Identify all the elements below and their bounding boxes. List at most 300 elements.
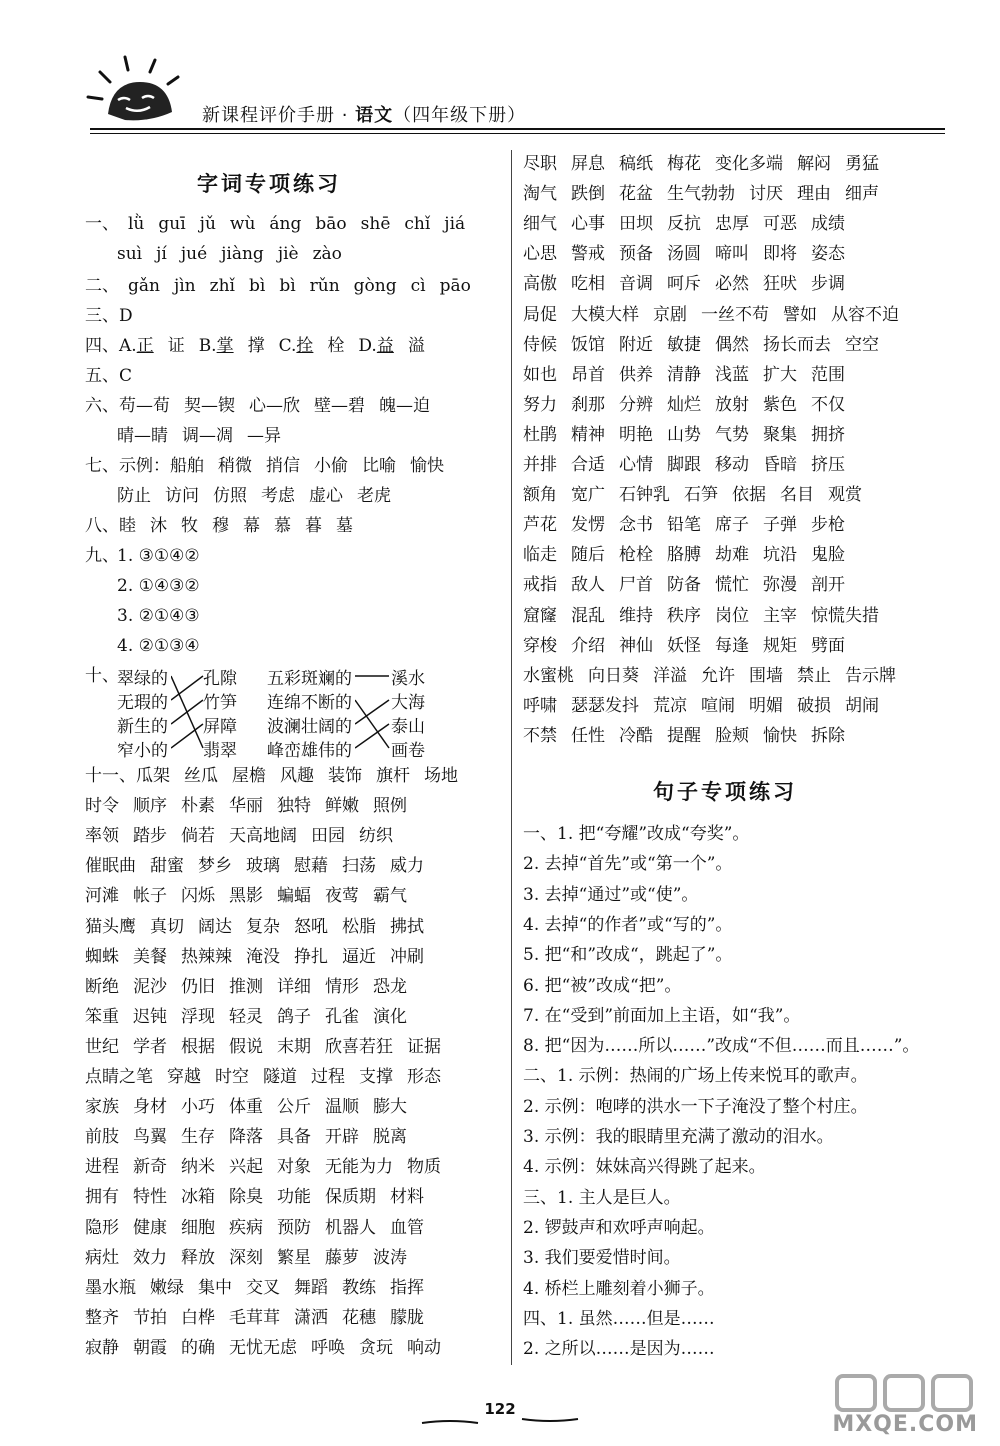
- word: 朦胧: [390, 1308, 424, 1328]
- pinyin-syllable: bì: [248, 276, 266, 296]
- sentence-answer-line: 4. 示例：妹妹高兴得跳了起来。: [523, 1157, 766, 1177]
- pinyin-syllable: guī: [158, 214, 186, 234]
- q4-choice: [119, 334, 185, 358]
- word: 发愣: [571, 515, 605, 535]
- pinyin-syllable: gòng: [353, 276, 397, 296]
- word: 名目: [780, 485, 814, 505]
- word: 侍候: [523, 335, 557, 355]
- word: 必然: [715, 274, 749, 294]
- word: 子弹: [763, 515, 797, 535]
- pinyin-syllable: rǔn: [309, 276, 340, 296]
- word: 依据: [732, 485, 766, 505]
- q9-item-3: 3. ②①④③: [117, 606, 200, 626]
- pinyin-syllable: bì: [279, 276, 296, 296]
- word: 花盆: [619, 184, 653, 204]
- q1-row1: [85, 212, 488, 236]
- watermark-text: MXQE.COM: [832, 1412, 978, 1437]
- q11-row: [85, 975, 421, 999]
- word: 即将: [763, 244, 797, 264]
- q10-right-target-3: 泰山: [391, 717, 425, 737]
- word: 屏息: [571, 154, 605, 174]
- word: 嫩绿: [150, 1278, 184, 1298]
- word: 集中: [198, 1278, 232, 1298]
- q7-row1: [85, 454, 458, 478]
- word: 冷酷: [619, 726, 653, 746]
- header-rule-thin: [90, 133, 945, 134]
- word: 额角: [523, 485, 557, 505]
- word: 穿梭: [523, 636, 557, 656]
- word: 稍微: [218, 456, 252, 476]
- q10-left-target-3: 屏障: [203, 717, 237, 737]
- pinyin-syllable: zhǐ: [209, 276, 235, 296]
- word: 脱离: [373, 1127, 407, 1147]
- word: 浅蓝: [715, 365, 749, 385]
- word: 灿烂: [667, 395, 701, 415]
- sentence-answer-line: 一、1. 把“夸耀”改成“夸奖”。: [523, 824, 750, 844]
- word: 屋檐: [232, 766, 266, 786]
- word: 防止: [117, 486, 151, 506]
- word: 梦乡: [198, 856, 232, 876]
- word: 河滩: [85, 886, 119, 906]
- right-word-row: [523, 303, 913, 327]
- word: 拆除: [811, 726, 845, 746]
- character: 沐: [150, 516, 167, 536]
- word: 明媚: [749, 696, 783, 716]
- word: 狂吠: [763, 274, 797, 294]
- word: 丝瓜: [184, 766, 218, 786]
- word: 藤萝: [325, 1248, 359, 1268]
- word: 挤压: [811, 455, 845, 475]
- word: 照例: [373, 796, 407, 816]
- q6-label: 六、: [85, 396, 119, 416]
- q11-row: [85, 1065, 455, 1089]
- word: 劫难: [715, 545, 749, 565]
- word: 席子: [715, 515, 749, 535]
- word: 跌倒: [571, 184, 605, 204]
- q11-row: [85, 1276, 438, 1300]
- pinyin-syllable: pāo: [439, 276, 471, 296]
- word: 宽广: [571, 485, 605, 505]
- word: 妖怪: [667, 636, 701, 656]
- q1-row2: [117, 242, 365, 266]
- word: 扫荡: [342, 856, 376, 876]
- word: 装饰: [328, 766, 362, 786]
- word: 点睛之笔: [85, 1067, 153, 1087]
- word: 的确: [181, 1338, 215, 1358]
- word: 山势: [667, 425, 701, 445]
- word: 胡闹: [845, 696, 879, 716]
- word: 独特: [277, 796, 311, 816]
- word: 捎信: [266, 456, 300, 476]
- word: 假说: [229, 1037, 263, 1057]
- word: 朴素: [181, 796, 215, 816]
- word: 向日葵: [588, 666, 639, 686]
- word: 防备: [667, 575, 701, 595]
- header-title-prefix: 新课程评价手册 ·: [202, 105, 356, 126]
- word: 戒指: [523, 575, 557, 595]
- word: 冲刷: [390, 947, 424, 967]
- character: 牧: [181, 516, 198, 536]
- word: 功能: [277, 1187, 311, 1207]
- word: 顺序: [133, 796, 167, 816]
- q9-item-4: 4. ②①③④: [117, 636, 200, 656]
- word: 瓜架: [136, 766, 170, 786]
- word: 忠厚: [715, 214, 749, 234]
- word: 材料: [390, 1187, 424, 1207]
- word-pair: 晴—睛: [117, 426, 168, 446]
- pinyin-syllable: jiàng: [221, 244, 264, 264]
- word: 并排: [523, 455, 557, 475]
- word: 介绍: [571, 636, 605, 656]
- word: 紫色: [763, 395, 797, 415]
- word: 仿照: [213, 486, 247, 506]
- q7-row2: [117, 484, 405, 508]
- word: 局促: [523, 305, 557, 325]
- word: 旗杆: [376, 766, 410, 786]
- word: 世纪: [85, 1037, 119, 1057]
- word: 前肢: [85, 1127, 119, 1147]
- word: 兴起: [229, 1157, 263, 1177]
- word: 围墙: [749, 666, 783, 686]
- header-grade: （四年级下册）: [393, 105, 527, 126]
- q11-row: [85, 1185, 438, 1209]
- character: 穆: [212, 516, 229, 536]
- word: 不仅: [811, 395, 845, 415]
- q10-right-4: 峰峦雄伟的: [267, 741, 352, 761]
- word: 证据: [407, 1037, 441, 1057]
- word: 每逢: [715, 636, 749, 656]
- word: 理由: [797, 184, 831, 204]
- word: 石笋: [684, 485, 718, 505]
- word: 明艳: [619, 425, 653, 445]
- word: 霸气: [373, 886, 407, 906]
- word: 疾病: [229, 1218, 263, 1238]
- word: 观赏: [828, 485, 862, 505]
- word: 小巧: [181, 1097, 215, 1117]
- q4-choice-prefix: C.: [278, 336, 297, 356]
- word: 生存: [181, 1127, 215, 1147]
- q10-left-target-1: 孔隙: [203, 669, 237, 689]
- q10-left-1: 翠绿的: [117, 669, 168, 689]
- q4-choice-underlined: 拴: [296, 336, 314, 356]
- word: 淹没: [246, 947, 280, 967]
- pinyin-syllable: chǐ: [404, 214, 431, 234]
- word: 供养: [619, 365, 653, 385]
- q9-item-1: 1. ③①④②: [117, 546, 200, 566]
- word: 细声: [845, 184, 879, 204]
- word: 效力: [133, 1248, 167, 1268]
- q11-row: [85, 794, 421, 818]
- header-title: [202, 101, 526, 127]
- header-subject: 语文: [355, 105, 394, 126]
- word: 教练: [342, 1278, 376, 1298]
- pinyin-syllable: gǎn: [128, 276, 160, 296]
- word: 根据: [181, 1037, 215, 1057]
- word: 波涛: [373, 1248, 407, 1268]
- word: 杜鹃: [523, 425, 557, 445]
- word: 可恶: [763, 214, 797, 234]
- character: 墓: [336, 516, 353, 536]
- word: 热辣辣: [181, 947, 232, 967]
- word: 偶然: [715, 335, 749, 355]
- word: 公斤: [277, 1097, 311, 1117]
- q11-label: 十一、: [85, 766, 136, 786]
- q11-row: [85, 1306, 438, 1330]
- q4-choice-underlined: 正: [136, 336, 154, 356]
- right-word-row: [523, 634, 859, 658]
- q4-choice-prefix: B.: [198, 336, 217, 356]
- right-word-row: [523, 212, 859, 236]
- word: 瑟瑟发抖: [571, 696, 639, 716]
- word: 时令: [85, 796, 119, 816]
- word: 稿纸: [619, 154, 653, 174]
- word: 血管: [390, 1218, 424, 1238]
- word: 怒吼: [294, 917, 328, 937]
- word: 敌人: [571, 575, 605, 595]
- word: 天高地阔: [229, 826, 297, 846]
- word: 船舶: [170, 456, 204, 476]
- right-word-row: [523, 604, 893, 628]
- word: 移动: [715, 455, 749, 475]
- q10-right-target-4: 画卷: [391, 741, 425, 761]
- word: 步枪: [811, 515, 845, 535]
- word: 主宰: [763, 606, 797, 626]
- page-header: [80, 52, 950, 132]
- q4-choice: [279, 334, 345, 358]
- word: 变化多端: [715, 154, 783, 174]
- word: 访问: [165, 486, 199, 506]
- word: 拥挤: [811, 425, 845, 445]
- word: 仍旧: [181, 977, 215, 997]
- word: 坑沿: [763, 545, 797, 565]
- word: 鬼脸: [811, 545, 845, 565]
- word: 劈面: [811, 636, 845, 656]
- word: 欣喜若狂: [325, 1037, 393, 1057]
- sentence-answer-line: 4. 去掉“的作者”或“写的”。: [523, 915, 733, 935]
- q6-row1: [85, 394, 444, 418]
- word: 隧道: [263, 1067, 297, 1087]
- word-pair: 魄—迫: [379, 396, 430, 416]
- word: 响动: [407, 1338, 441, 1358]
- word: 脸颊: [715, 726, 749, 746]
- right-word-row: [523, 152, 893, 176]
- word: 猫头鹰: [85, 917, 136, 937]
- q10-left-target-4: 翡翠: [203, 741, 237, 761]
- word: 隐形: [85, 1218, 119, 1238]
- word: 聚集: [763, 425, 797, 445]
- q4-label: 四、: [85, 336, 119, 356]
- word: 石钟乳: [619, 485, 670, 505]
- word: 释放: [181, 1248, 215, 1268]
- q10-right-3: 波澜壮阔的: [267, 717, 352, 737]
- word: 警戒: [571, 244, 605, 264]
- sentence-answer-line: 3. 去掉“通过”或“使”。: [523, 885, 699, 905]
- character: 慕: [274, 516, 291, 536]
- word: 成绩: [811, 214, 845, 234]
- word: 譬如: [783, 305, 817, 325]
- q2-label: 二、: [85, 276, 119, 296]
- sentence-answer-line: 3. 我们要爱惜时间。: [523, 1248, 681, 1268]
- pinyin-syllable: jué: [180, 244, 208, 264]
- q10-right-match-lines: [355, 664, 393, 764]
- q11-row: [85, 764, 472, 788]
- word: 时空: [215, 1067, 249, 1087]
- character: 幕: [243, 516, 260, 536]
- word: 比喻: [362, 456, 396, 476]
- word: 浮现: [181, 1007, 215, 1027]
- word: 细胞: [181, 1218, 215, 1238]
- right-word-row: [523, 272, 859, 296]
- word: 剖开: [811, 575, 845, 595]
- q3-answer: 三、D: [85, 306, 133, 326]
- right-word-row: [523, 513, 859, 537]
- word: 情形: [325, 977, 359, 997]
- q5-answer: 五、C: [85, 366, 133, 386]
- word: 风趣: [280, 766, 314, 786]
- word: 催眠曲: [85, 856, 136, 876]
- word: 舞蹈: [294, 1278, 328, 1298]
- word: 范围: [811, 365, 845, 385]
- q11-row: [85, 915, 438, 939]
- word: 逼近: [342, 947, 376, 967]
- word: 心情: [619, 455, 653, 475]
- word: 过程: [311, 1067, 345, 1087]
- sentence-answer-line: 二、1. 示例：热闹的广场上传来悦耳的歌声。: [523, 1066, 868, 1086]
- word: 物质: [407, 1157, 441, 1177]
- pinyin-syllable: jìn: [173, 276, 196, 296]
- word: 昏暗: [763, 455, 797, 475]
- right-word-row: [523, 694, 893, 718]
- right-word-row: [523, 423, 859, 447]
- word: 精神: [571, 425, 605, 445]
- word: 生气勃勃: [667, 184, 735, 204]
- pinyin-syllable: áng: [269, 214, 302, 234]
- q7-label: 七、示例：: [85, 456, 170, 476]
- word: 窟窿: [523, 606, 557, 626]
- word: 对象: [277, 1157, 311, 1177]
- word: 鲜嫩: [325, 796, 359, 816]
- word: 支撑: [359, 1067, 393, 1087]
- q11-row: [85, 945, 438, 969]
- word: 鸽子: [277, 1007, 311, 1027]
- sentence-answer-line: 8. 把“因为……所以……”改成“不但……而且……”。: [523, 1036, 920, 1056]
- q11-row: [85, 824, 407, 848]
- word: 蝙蝠: [277, 886, 311, 906]
- word: 冰箱: [181, 1187, 215, 1207]
- word: 姿态: [811, 244, 845, 264]
- q11-row: [85, 884, 421, 908]
- word: 挣扎: [294, 947, 328, 967]
- word: 纺织: [359, 826, 393, 846]
- right-word-row: [523, 483, 876, 507]
- word: 华丽: [229, 796, 263, 816]
- word: 踏步: [133, 826, 167, 846]
- q4-choice-prefix: D.: [358, 336, 377, 356]
- character: 睦: [119, 516, 136, 536]
- word: 一丝不苟: [701, 305, 769, 325]
- word: 提醒: [667, 726, 701, 746]
- pinyin-syllable: cì: [410, 276, 426, 296]
- sentence-answer-line: 2. 锣鼓声和欢呼声响起。: [523, 1218, 715, 1238]
- word: 率领: [85, 826, 119, 846]
- word: 梅花: [667, 154, 701, 174]
- word: 惊慌失措: [811, 606, 879, 626]
- word: 田园: [311, 826, 345, 846]
- word: 空空: [845, 335, 879, 355]
- word: 破损: [797, 696, 831, 716]
- word: 吃相: [571, 274, 605, 294]
- word: 真切: [150, 917, 184, 937]
- word: 任性: [571, 726, 605, 746]
- word: 详细: [277, 977, 311, 997]
- q9-item-2: 2. ①④③②: [117, 576, 200, 596]
- right-word-row: [523, 182, 893, 206]
- word: 断绝: [85, 977, 119, 997]
- word: 反抗: [667, 214, 701, 234]
- q11-row: [85, 1005, 421, 1029]
- pinyin-syllable: zào: [312, 244, 342, 264]
- q9-label: 九、: [85, 546, 119, 566]
- sentence-answer-line: 7. 在“受到”前面加上主语，如“我”。: [523, 1006, 801, 1026]
- word: 合适: [571, 455, 605, 475]
- word: 花穗: [342, 1308, 376, 1328]
- word: 从容不迫: [831, 305, 899, 325]
- sentence-answer-line: 4. 桥栏上雕刻着小狮子。: [523, 1279, 715, 1299]
- word: 孔雀: [325, 1007, 359, 1027]
- word-pair: 心—欣: [249, 396, 300, 416]
- word: 深刻: [229, 1248, 263, 1268]
- word: 繁星: [277, 1248, 311, 1268]
- sentence-answer-line: 2. 示例：咆哮的洪水一下子淹没了整个村庄。: [523, 1097, 868, 1117]
- word: 拂拭: [390, 917, 424, 937]
- word: 慌忙: [715, 575, 749, 595]
- word: 枪栓: [619, 545, 653, 565]
- word: 虚心: [309, 486, 343, 506]
- word: 倘若: [181, 826, 215, 846]
- word: 分辨: [619, 395, 653, 415]
- q11-row: [85, 1246, 421, 1270]
- word: 节拍: [133, 1308, 167, 1328]
- section-title-sentences: 句子专项练习: [653, 780, 797, 804]
- right-word-row: [523, 333, 893, 357]
- q4-choice-rest: 栓: [327, 336, 345, 356]
- pinyin-syllable: suì: [117, 244, 143, 264]
- q6-row2: [117, 424, 295, 448]
- right-word-row: [523, 543, 859, 567]
- q4-choice-rest: 溢: [407, 336, 425, 356]
- word: 汤圆: [667, 244, 701, 264]
- word: 如也: [523, 365, 557, 385]
- q11-row: [85, 1035, 455, 1059]
- sentence-answer-line: 四、1. 虽然……但是……: [523, 1309, 715, 1329]
- word: 允许: [701, 666, 735, 686]
- q10-left-3: 新生的: [117, 717, 168, 737]
- word: 夜莺: [325, 886, 359, 906]
- word: 高傲: [523, 274, 557, 294]
- word: 呵斥: [667, 274, 701, 294]
- word: 老虎: [357, 486, 391, 506]
- word: 弥漫: [763, 575, 797, 595]
- word: 甜蜜: [150, 856, 184, 876]
- word: 清静: [667, 365, 701, 385]
- word: 温顺: [325, 1097, 359, 1117]
- sentence-answer-line: 三、1. 主人是巨人。: [523, 1188, 681, 1208]
- word: 临走: [523, 545, 557, 565]
- q8-label: 八、: [85, 516, 119, 536]
- word: 敏捷: [667, 335, 701, 355]
- word: 呼唤: [311, 1338, 345, 1358]
- pinyin-syllable: jiè: [277, 244, 299, 264]
